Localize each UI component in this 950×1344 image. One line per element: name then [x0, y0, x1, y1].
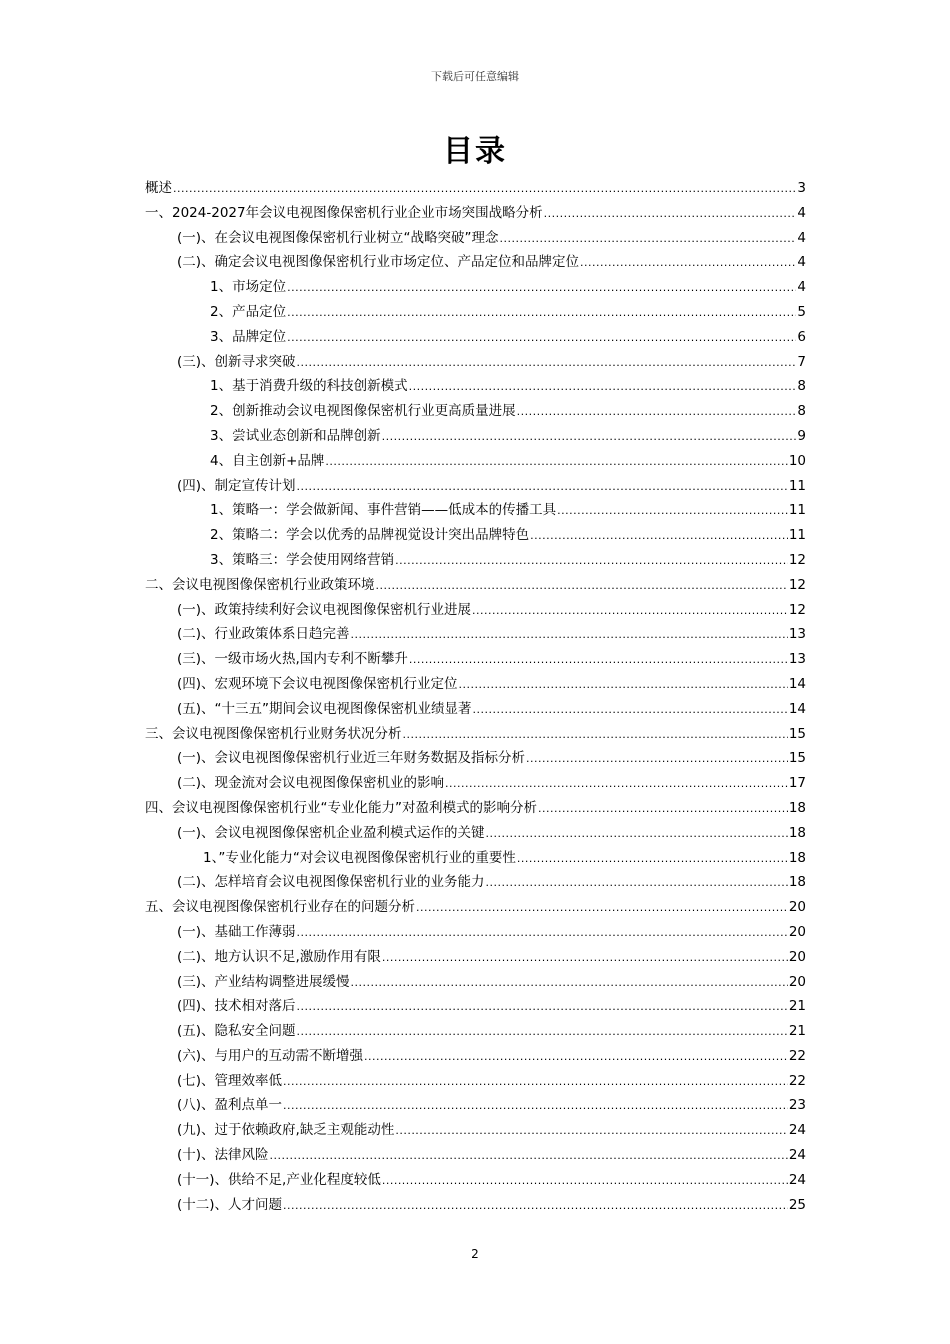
toc-entry-page: 12: [788, 601, 806, 618]
toc-entry[interactable]: [145, 1019, 806, 1044]
toc-leader-dots: [409, 648, 788, 673]
toc-entry-title: (一)、会议电视图像保密机企业盈利模式运作的关键: [177, 824, 485, 841]
toc-entry[interactable]: [145, 672, 806, 697]
toc-entry[interactable]: [145, 647, 806, 672]
toc-entry[interactable]: [145, 1093, 806, 1118]
toc-leader-dots: [297, 351, 797, 376]
toc-leader-dots: [270, 1144, 788, 1169]
toc-leader-dots: [382, 1169, 788, 1194]
toc-entry-page: 4: [797, 254, 806, 271]
toc-entry-page: 11: [788, 502, 806, 519]
toc-entry-title: (八)、盈利点单一: [177, 1097, 283, 1114]
toc-leader-dots: [173, 177, 796, 202]
toc-entry-page: 8: [797, 378, 806, 395]
toc-entry-page: 7: [797, 353, 806, 370]
toc-entry-page: 20: [788, 948, 806, 965]
toc-entry-title: (二)、地方认识不足,激励作用有限: [177, 948, 381, 965]
toc-entry-title: (四)、制定宣传计划: [177, 477, 296, 494]
toc-entry-title: (七)、管理效率低: [177, 1072, 283, 1089]
toc-leader-dots: [486, 871, 788, 896]
toc-entry-page: 24: [788, 1171, 806, 1188]
toc-entry[interactable]: [145, 722, 806, 747]
toc-leader-dots: [287, 326, 796, 351]
toc-entry-title: 2、创新推动会议电视图像保密机行业更高质量进展: [210, 403, 516, 420]
toc-entry-page: 13: [788, 626, 806, 643]
header-note: 下载后可任意编辑: [431, 70, 519, 83]
toc-entry-title: 1、策略一：学会做新闻、事件营销——低成本的传播工具: [210, 502, 557, 519]
toc-leader-dots: [382, 425, 797, 450]
toc-entry-title: (一)、在会议电视图像保密机行业树立“战略突破”理念: [177, 229, 499, 246]
toc-entry-page: 23: [788, 1097, 806, 1114]
toc-entry-title: 3、尝试业态创新和品牌创新: [210, 427, 381, 444]
toc-entry-page: 4: [797, 204, 806, 221]
toc-leader-dots: [473, 698, 788, 723]
toc-leader-dots: [395, 549, 788, 574]
toc-leader-dots: [351, 623, 788, 648]
toc-entry[interactable]: [145, 275, 806, 300]
toc-entry-page: 22: [788, 1072, 806, 1089]
toc-entry[interactable]: [145, 498, 806, 523]
toc-leader-dots: [580, 251, 796, 276]
toc-entry[interactable]: [145, 523, 806, 548]
toc-entry-page: 15: [788, 725, 806, 742]
toc-entry[interactable]: [145, 895, 806, 920]
toc-leader-dots: [364, 1045, 788, 1070]
toc-entry-title: 3、策略三：学会使用网络营销: [210, 551, 395, 568]
toc-entry-page: 3: [797, 180, 806, 196]
toc-title: 目录: [443, 134, 507, 169]
toc-entry-page: 20: [788, 899, 806, 916]
toc-leader-dots: [287, 276, 796, 301]
toc-entry-page: 20: [788, 973, 806, 990]
toc-entry[interactable]: [145, 250, 806, 275]
toc-entry-title: 概述: [145, 180, 172, 196]
toc-entry-page: 9: [797, 427, 806, 444]
toc-entry-page: 17: [788, 775, 806, 792]
toc-entry[interactable]: [145, 846, 806, 871]
toc-entry[interactable]: [145, 573, 806, 598]
toc-entry[interactable]: [145, 1044, 806, 1069]
toc-entry[interactable]: [145, 350, 806, 375]
toc-entry[interactable]: [145, 325, 806, 350]
toc-entry-title: 五、会议电视图像保密机行业存在的问题分析: [145, 899, 415, 916]
toc-entry-title: 3、品牌定位: [210, 328, 287, 345]
toc-entry[interactable]: [145, 226, 806, 251]
toc-entry[interactable]: [145, 1143, 806, 1168]
toc-leader-dots: [351, 971, 788, 996]
toc-entry-page: 6: [797, 328, 806, 345]
toc-entry[interactable]: [145, 474, 806, 499]
toc-entry[interactable]: [145, 622, 806, 647]
toc-leader-dots: [382, 946, 788, 971]
toc-leader-dots: [500, 227, 797, 252]
toc-entry[interactable]: [145, 746, 806, 771]
toc-entry[interactable]: [145, 598, 806, 623]
toc-entry[interactable]: [145, 424, 806, 449]
toc-entry-title: 1、市场定位: [210, 279, 287, 296]
toc-entry-title: (四)、宏观环境下会议电视图像保密机行业定位: [177, 675, 458, 692]
toc-entry-title: (十二)、人才问题: [177, 1196, 283, 1213]
toc-leader-dots: [283, 1094, 788, 1119]
toc-entry-title: 二、会议电视图像保密机行业政策环境: [145, 576, 375, 593]
toc-entry[interactable]: [145, 945, 806, 970]
toc-entry-title: (三)、产业结构调整进展缓慢: [177, 973, 350, 990]
toc-leader-dots: [395, 1119, 787, 1144]
toc-entry[interactable]: [145, 821, 806, 846]
toc-leader-dots: [409, 375, 797, 400]
toc-leader-dots: [416, 896, 788, 921]
toc-entry-page: 18: [788, 824, 806, 841]
toc-entry[interactable]: [145, 1069, 806, 1094]
toc-entry-title: (二)、行业政策体系日趋完善: [177, 626, 350, 643]
toc-entry-page: 18: [788, 799, 806, 816]
toc-entry-page: 5: [797, 303, 806, 320]
toc-entry[interactable]: [145, 176, 806, 201]
toc-entry-page: 14: [788, 675, 806, 692]
toc-entry-title: (三)、一级市场火热,国内专利不断攀升: [177, 651, 408, 668]
toc-entry-page: 4: [797, 279, 806, 296]
toc-entry-page: 14: [788, 700, 806, 717]
toc-leader-dots: [517, 847, 788, 872]
toc-entry[interactable]: [145, 1118, 806, 1143]
toc-entry-page: 24: [788, 1122, 806, 1139]
toc-entry[interactable]: [145, 201, 806, 226]
toc-leader-dots: [486, 822, 788, 847]
toc-entry[interactable]: [145, 870, 806, 895]
toc-entry-page: 22: [788, 1047, 806, 1064]
toc-leader-dots: [297, 1020, 788, 1045]
toc-leader-dots: [376, 574, 788, 599]
table-of-contents: [145, 176, 806, 1217]
toc-entry-title: (一)、政策持续利好会议电视图像保密机行业进展: [177, 601, 472, 618]
toc-entry[interactable]: [145, 771, 806, 796]
toc-entry[interactable]: [145, 697, 806, 722]
toc-entry-title: (二)、确定会议电视图像保密机行业市场定位、产品定位和品牌定位: [177, 254, 580, 271]
toc-entry-title: (一)、基础工作薄弱: [177, 923, 296, 940]
toc-entry-title: (五)、隐私安全问题: [177, 1023, 296, 1040]
toc-entry[interactable]: [145, 920, 806, 945]
toc-entry-page: 15: [788, 750, 806, 767]
toc-leader-dots: [472, 599, 788, 624]
toc-entry-title: (六)、与用户的互动需不断增强: [177, 1047, 364, 1064]
toc-entry-page: 25: [788, 1196, 806, 1213]
toc-leader-dots: [459, 673, 788, 698]
toc-entry[interactable]: [145, 548, 806, 573]
toc-entry[interactable]: [145, 374, 806, 399]
toc-entry[interactable]: [145, 1193, 806, 1218]
toc-entry-title: 2、策略二：学会以优秀的品牌视觉设计突出品牌特色: [210, 527, 530, 544]
toc-leader-dots: [287, 301, 796, 326]
toc-entry-page: 10: [788, 452, 806, 469]
toc-leader-dots: [297, 921, 788, 946]
toc-entry-title: (三)、创新寻求突破: [177, 353, 296, 370]
toc-entry-title: (一)、会议电视图像保密机行业近三年财务数据及指标分析: [177, 750, 526, 767]
toc-leader-dots: [538, 797, 788, 822]
toc-entry-page: 11: [788, 527, 806, 544]
toc-entry-title: (十一)、供给不足,产业化程度较低: [177, 1171, 381, 1188]
toc-entry-page: 21: [788, 1023, 806, 1040]
toc-entry-title: (十)、法律风险: [177, 1147, 269, 1164]
toc-leader-dots: [325, 450, 787, 475]
toc-leader-dots: [530, 524, 788, 549]
toc-leader-dots: [557, 499, 788, 524]
toc-entry-title: 一、2024-2027年会议电视图像保密机行业企业市场突围战略分析: [145, 204, 543, 221]
toc-entry-title: (九)、过于依赖政府,缺乏主观能动性: [177, 1122, 395, 1139]
page-number: 2: [471, 1247, 479, 1261]
toc-leader-dots: [297, 475, 788, 500]
toc-entry-page: 18: [788, 874, 806, 891]
toc-entry-title: 三、会议电视图像保密机行业财务状况分析: [145, 725, 402, 742]
toc-entry-page: 12: [788, 576, 806, 593]
toc-leader-dots: [403, 723, 788, 748]
toc-entry-page: 4: [797, 229, 806, 246]
toc-leader-dots: [297, 995, 788, 1020]
toc-entry-page: 11: [788, 477, 806, 494]
toc-entry[interactable]: [145, 1168, 806, 1193]
toc-entry[interactable]: [145, 449, 806, 474]
toc-entry-page: 12: [788, 551, 806, 568]
toc-entry-title: (二)、现金流对会议电视图像保密机业的影响: [177, 775, 445, 792]
toc-leader-dots: [283, 1070, 788, 1095]
toc-entry-page: 20: [788, 923, 806, 940]
toc-entry-title: (二)、怎样培育会议电视图像保密机行业的业务能力: [177, 874, 485, 891]
toc-entry-title: 1、”专业化能力“对会议电视图像保密机行业的重要性: [203, 849, 516, 866]
toc-entry-page: 24: [788, 1147, 806, 1164]
toc-leader-dots: [526, 747, 788, 772]
toc-entry-title: 2、产品定位: [210, 303, 287, 320]
toc-entry-page: 18: [788, 849, 806, 866]
toc-leader-dots: [445, 772, 788, 797]
toc-leader-dots: [517, 400, 797, 425]
toc-entry-title: (四)、技术相对落后: [177, 998, 296, 1015]
toc-entry-page: 21: [788, 998, 806, 1015]
toc-entry[interactable]: [145, 994, 806, 1019]
toc-entry-title: (五)、“十三五”期间会议电视图像保密机业绩显著: [177, 700, 472, 717]
toc-entry[interactable]: [145, 970, 806, 995]
toc-entry[interactable]: [145, 796, 806, 821]
toc-entry-title: 四、会议电视图像保密机行业“专业化能力”对盈利模式的影响分析: [145, 799, 537, 816]
toc-entry-page: 13: [788, 651, 806, 668]
toc-entry-page: 8: [797, 403, 806, 420]
toc-leader-dots: [283, 1194, 788, 1219]
toc-leader-dots: [544, 202, 797, 227]
toc-entry-title: 1、基于消费升级的科技创新模式: [210, 378, 408, 395]
toc-entry[interactable]: [145, 300, 806, 325]
toc-entry[interactable]: [145, 399, 806, 424]
toc-entry-title: 4、自主创新+品牌: [210, 452, 325, 469]
